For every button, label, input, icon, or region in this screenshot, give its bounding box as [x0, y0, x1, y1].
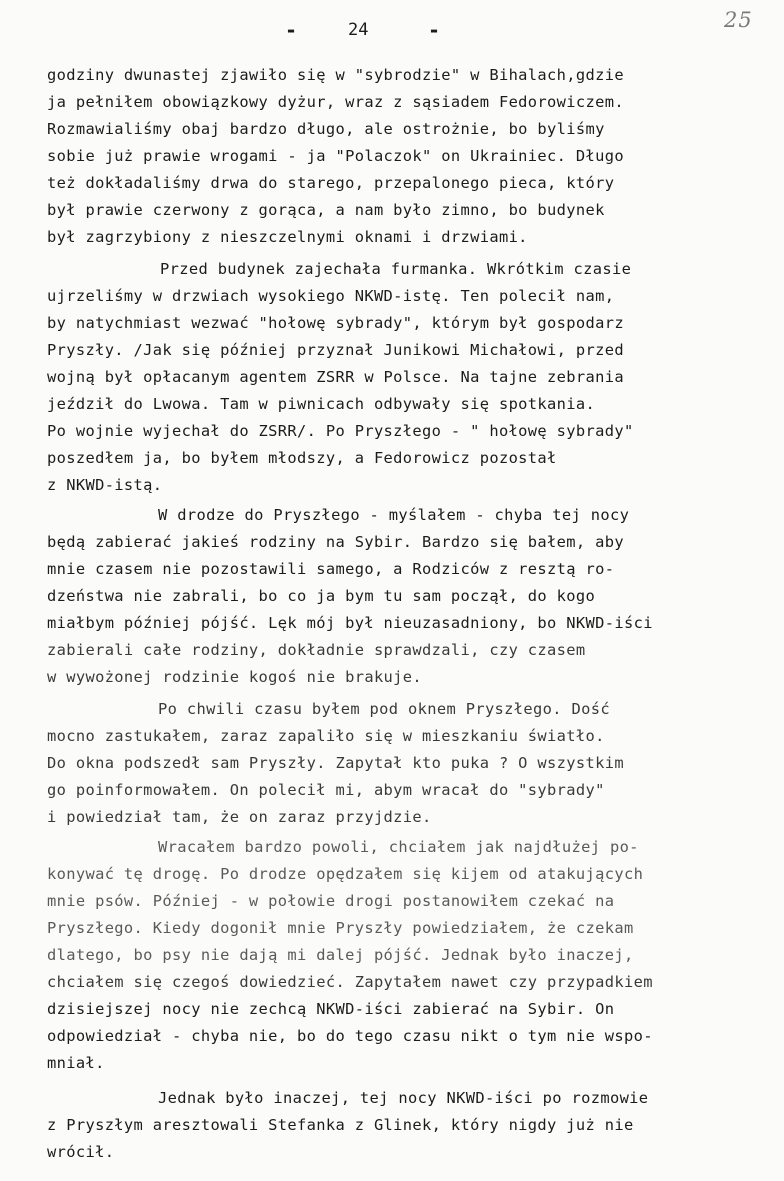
- text-line: by natychmiast wezwać "hołowę sybrady", którym był gospodarz: [47, 314, 624, 332]
- text-line: z Pryszłym aresztowali Stefanka z Glinek, który nigdy już nie: [47, 1116, 634, 1134]
- text-line: go poinformowałem. On polecił mi, abym wracał do "sybrady": [47, 781, 605, 799]
- handwritten-page-number: 25: [724, 8, 753, 32]
- text-line: Po wojnie wyjechał do ZSRR/. Po Pryszłego - " hołowę sybrady": [47, 422, 634, 440]
- text-line: mniał.: [47, 1054, 105, 1072]
- text-line: mnie psów. Później - w połowie drogi postanowiłem czekać na: [47, 892, 615, 910]
- text-line: mnie czasem nie pozostawili samego, a Rodziców z resztą ro-: [47, 560, 615, 578]
- text-line: miałbym później pójść. Lęk mój był nieuzasadniony, bo NKWD-iści: [47, 614, 653, 632]
- page-number: 24: [348, 20, 369, 40]
- paragraph-first-line: Wracałem bardzo powoli, chciałem jak najdłużej po-: [158, 838, 639, 856]
- paragraph-first-line: Po chwili czasu byłem pod oknem Pryszłego. Dość: [158, 700, 610, 718]
- text-line: chciałem się czegoś dowiedzieć. Zapytałem nawet czy przypadkiem: [47, 973, 653, 991]
- text-line: był zagrzybiony z nieszczelnymi oknami i drzwiami.: [47, 228, 528, 246]
- text-line: w wywożonej rodzinie kogoś nie brakuje.: [47, 668, 423, 686]
- text-line: i powiedział tam, że on zaraz przyjdzie.: [47, 808, 432, 826]
- page-header: [0, 18, 784, 46]
- text-line: ujrzeliśmy w drzwiach wysokiego NKWD-istę. Ten polecił nam,: [47, 287, 615, 305]
- text-line: odpowiedział - chyba nie, bo do tego czasu nikt o tym nie wspo-: [47, 1027, 653, 1045]
- text-line: był prawie czerwony z gorąca, a nam było zimno, bo budynek: [47, 201, 605, 219]
- text-line: wrócił.: [47, 1143, 115, 1161]
- text-line: dlatego, bo psy nie dają mi dalej pójść. Jednak było inaczej,: [47, 946, 634, 964]
- text-line: będą zabierać jakieś rodziny na Sybir. Bardzo się bałem, aby: [47, 533, 624, 551]
- text-line: godziny dwunastej zjawiło się w "sybrodzie" w Bihalach,gdzie: [47, 66, 624, 84]
- text-line: z NKWD-istą.: [47, 476, 163, 494]
- text-line: jeździł do Lwowa. Tam w piwnicach odbywały się spotkania.: [47, 395, 596, 413]
- text-line: konywać tę drogę. Po drodze opędzałem się kijem od atakujących: [47, 865, 644, 883]
- paragraph-first-line: Jednak było inaczej, tej nocy NKWD-iści po rozmowie: [158, 1089, 649, 1107]
- paragraph-first-line: W drodze do Pryszłego - myślałem - chyba tej nocy: [158, 506, 630, 524]
- paragraph-first-line: Przed budynek zajechała furmanka. Wkrótkim czasie: [160, 260, 632, 278]
- text-line: dzeństwa nie zabrali, bo co ja bym tu sam począł, do kogo: [47, 587, 596, 605]
- text-line: wojną był opłacanym agentem ZSRR w Polsce. Na tajne zebrania: [47, 368, 624, 386]
- text-line: Pryszły. /Jak się później przyznał Junikowi Michałowi, przed: [47, 341, 624, 359]
- header-dash-right: -: [428, 18, 441, 42]
- text-line: też dokładaliśmy drwa do starego, przepalonego pieca, który: [47, 174, 615, 192]
- text-line: dzisiejszej nocy nie zechcą NKWD-iści zabierać na Sybir. On: [47, 1000, 615, 1018]
- text-line: Do okna podszedł sam Pryszły. Zapytał kto puka ? O wszystkim: [47, 754, 624, 772]
- header-dash-left: -: [285, 18, 298, 42]
- text-line: Pryszłego. Kiedy dogonił mnie Pryszły powiedziałem, że czekam: [47, 919, 634, 937]
- text-line: Rozmawialiśmy obaj bardzo długo, ale ostrożnie, bo byliśmy: [47, 120, 605, 138]
- text-line: ja pełniłem obowiązkowy dyżur, wraz z sąsiadem Fedorowiczem.: [47, 93, 624, 111]
- text-line: zabierali całe rodziny, dokładnie sprawdzali, czy czasem: [47, 641, 586, 659]
- text-line: mocno zastukałem, zaraz zapaliło się w mieszkaniu światło.: [47, 727, 605, 745]
- text-line: sobie już prawie wrogami - ja "Polaczok" on Ukrainiec. Długo: [47, 147, 624, 165]
- text-line: poszedłem ja, bo byłem młodszy, a Fedorowicz pozostał: [47, 449, 557, 467]
